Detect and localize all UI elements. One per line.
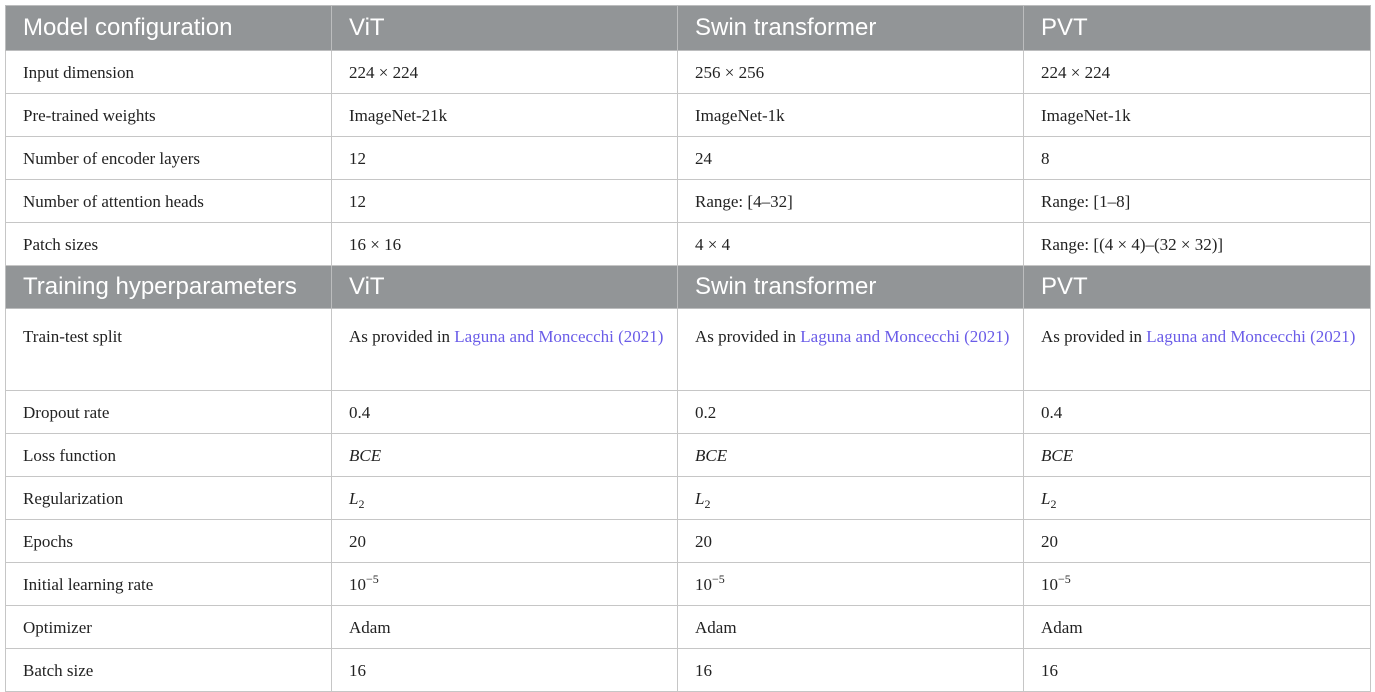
cell-swin: 20 [678,520,1024,563]
cell-vit [332,309,678,391]
cell-vit: 16 [332,649,678,692]
row-label: Number of encoder layers [6,137,332,180]
table-row [6,563,1371,606]
table-row-train-test-split [6,309,1371,391]
table-row [6,137,1371,180]
lr-base: 10 [1041,574,1058,594]
header-swin: Swin transformer [678,266,1024,309]
lr-exponent: −5 [366,571,379,586]
table-row [6,94,1371,137]
cell-vit: Adam [332,606,678,649]
header-vit: ViT [332,6,678,51]
header-pvt: PVT [1024,266,1371,309]
cell-swin: ImageNet-1k [678,94,1024,137]
table-row [6,606,1371,649]
cell-vit: 16 × 16 [332,223,678,266]
cell-pvt [1024,477,1371,520]
cell-vit: 0.4 [332,391,678,434]
table-row [6,434,1371,477]
cell-pvt [1024,563,1371,606]
reg-subscript: 2 [704,496,711,511]
cell-pvt: Range: [1–8] [1024,180,1371,223]
cell-swin [678,477,1024,520]
cell-pvt: 0.4 [1024,391,1371,434]
split-prefix: As provided in [349,327,455,346]
lr-base: 10 [349,574,366,594]
table-row [6,649,1371,692]
cell-vit: 12 [332,137,678,180]
cell-vit [332,477,678,520]
row-label: Loss function [6,434,332,477]
header-model-configuration: Model configuration [6,6,332,51]
cell-swin: BCE [678,434,1024,477]
cell-pvt: 20 [1024,520,1371,563]
cell-vit: 224 × 224 [332,51,678,94]
cell-vit: 20 [332,520,678,563]
cell-swin: 16 [678,649,1024,692]
cell-swin: 256 × 256 [678,51,1024,94]
row-label: Regularization [6,477,332,520]
cell-pvt: BCE [1024,434,1371,477]
row-label: Input dimension [6,51,332,94]
row-label: Pre-trained weights [6,94,332,137]
citation-link[interactable]: Laguna and Moncecchi (2021) [454,327,664,346]
cell-pvt [1024,309,1371,391]
model-config-header-row [6,6,1371,51]
cell-swin [678,563,1024,606]
header-pvt: PVT [1024,6,1371,51]
cell-swin [678,309,1024,391]
table-row [6,391,1371,434]
cell-swin: Adam [678,606,1024,649]
header-training-hyperparameters: Training hyperparameters [6,266,332,309]
header-vit: ViT [332,266,678,309]
cell-swin: 0.2 [678,391,1024,434]
row-label: Train-test split [6,309,332,391]
table-row [6,180,1371,223]
reg-subscript: 2 [1050,496,1057,511]
cell-vit: 12 [332,180,678,223]
table-row [6,51,1371,94]
row-label: Optimizer [6,606,332,649]
cell-pvt: 16 [1024,649,1371,692]
reg-base: L [1041,488,1051,508]
citation-link[interactable]: Laguna and Moncecchi (2021) [1146,327,1356,346]
cell-pvt: 224 × 224 [1024,51,1371,94]
row-label: Dropout rate [6,391,332,434]
cell-swin: 4 × 4 [678,223,1024,266]
reg-base: L [349,488,359,508]
cell-pvt: ImageNet-1k [1024,94,1371,137]
cell-pvt: Adam [1024,606,1371,649]
row-label: Number of attention heads [6,180,332,223]
reg-base: L [695,488,705,508]
training-header-row [6,266,1371,309]
reg-subscript: 2 [358,496,365,511]
row-label: Patch sizes [6,223,332,266]
split-prefix: As provided in [695,327,801,346]
cell-vit: ImageNet-21k [332,94,678,137]
table-row [6,477,1371,520]
lr-exponent: −5 [1058,571,1071,586]
lr-exponent: −5 [712,571,725,586]
cell-pvt: 8 [1024,137,1371,180]
row-label: Initial learning rate [6,563,332,606]
configuration-table [5,5,1371,692]
row-label: Batch size [6,649,332,692]
header-swin: Swin transformer [678,6,1024,51]
cell-pvt: Range: [(4 × 4)–(32 × 32)] [1024,223,1371,266]
table-row [6,520,1371,563]
cell-vit [332,563,678,606]
cell-swin: Range: [4–32] [678,180,1024,223]
cell-swin: 24 [678,137,1024,180]
table-row [6,223,1371,266]
lr-base: 10 [695,574,712,594]
split-prefix: As provided in [1041,327,1147,346]
citation-link[interactable]: Laguna and Moncecchi (2021) [800,327,1010,346]
row-label: Epochs [6,520,332,563]
cell-vit: BCE [332,434,678,477]
